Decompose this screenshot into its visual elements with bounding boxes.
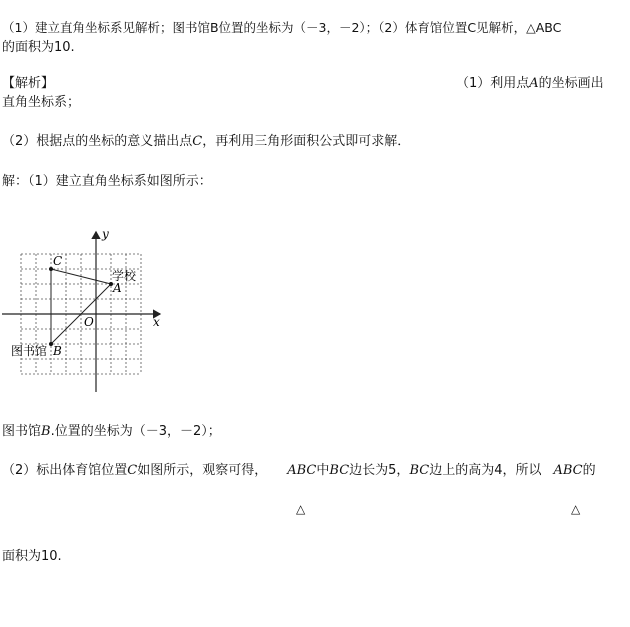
result2-delta-1: △ (296, 502, 306, 516)
answer-line-2: 的面积为10. (2, 40, 75, 55)
solution-intro: 解：（1）建立直角坐标系如图所示： (2, 174, 212, 189)
result2-text-b: 如图所示，观察可得， (137, 463, 268, 478)
point-a-label: A (113, 281, 122, 295)
result2-text-e: 边上的高为4，所以 (429, 463, 542, 478)
point-b-label: B (53, 344, 62, 358)
result2-triangle-1: ABC (287, 463, 317, 478)
result2-bc-2: BC (409, 463, 430, 478)
analysis-step2-text-a: （2）根据点的坐标的意义描出点 (2, 134, 193, 149)
result2-delta-2: △ (571, 502, 581, 516)
analysis-heading: 【解析】 (2, 76, 55, 91)
result2-point-c: C (127, 463, 138, 478)
point-c-label: C (53, 254, 63, 268)
analysis-point-a: A (529, 76, 539, 91)
result2-text-f: 的 (582, 463, 596, 478)
answer-line-1: （1）建立直角坐标系见解析；图书馆B位置的坐标为（－3，－2）；（2）体育馆位置C见解析，△ABC (2, 20, 562, 35)
result1 (2, 424, 221, 440)
analysis-step1-cont: 直角坐标系； (2, 95, 81, 110)
analysis-step1-text-b: 的坐标画出 (538, 76, 604, 91)
analysis-step2 (2, 134, 410, 150)
result2-area: 面积为10. (2, 549, 62, 564)
result2-text-a: （2）标出体育馆位置 (2, 463, 128, 478)
result1-text-c: .位置的坐标为（－3，－2）； (50, 424, 221, 439)
analysis-step1-text-a: （1）利用点 (456, 76, 530, 91)
analysis-point-c: C (192, 134, 203, 149)
analysis-step1 (456, 76, 604, 92)
result2-text-d: 边长为5， (349, 463, 410, 478)
result2-bc-1: BC (329, 463, 350, 478)
analysis-step2-text-b: ，再利用三角形面积公式即可求解． (202, 134, 411, 149)
origin-label: O (84, 315, 94, 329)
result2-text-c: 中 (316, 463, 330, 478)
y-axis-label: y (102, 227, 109, 241)
coordinate-figure (0, 222, 180, 402)
result1-text-a: 图书馆 (2, 424, 42, 439)
library-label: 图书馆 (11, 344, 48, 358)
x-axis-label: x (153, 315, 160, 329)
school-label: 学校 (112, 269, 137, 283)
result2-triangle-2: ABC (553, 463, 583, 478)
result1-point-b: B (41, 424, 51, 439)
result2 (2, 463, 596, 479)
